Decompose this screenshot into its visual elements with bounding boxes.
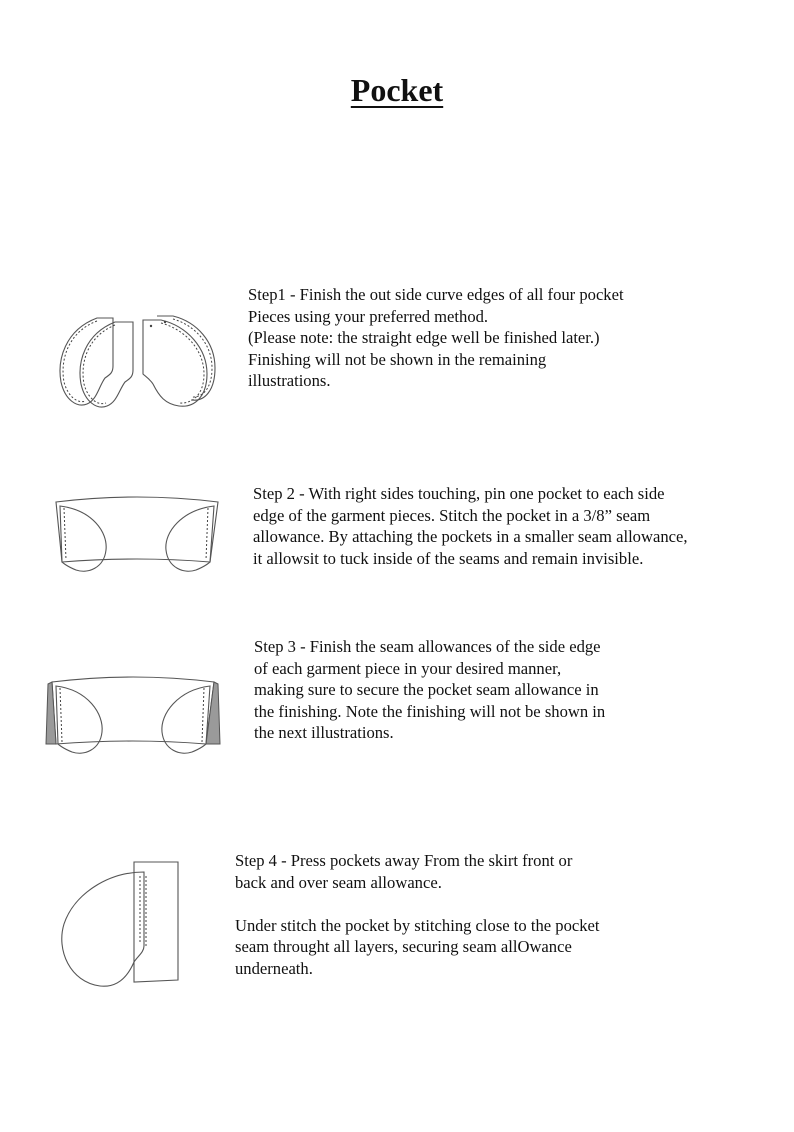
step2-text [253,483,688,569]
step4-text [235,850,600,980]
step4-line-1: Step 4 - Press pockets away From the skirt front or [235,851,573,870]
step3-seam-finished-illustration [44,672,222,760]
step4-understitch-illustration [50,858,184,994]
step1-text [248,284,624,392]
step2-pocket-pinned-illustration [52,492,222,576]
step4-line-2: back and over seam allowance. [235,872,442,892]
step1-pocket-pieces-illustration [55,312,225,412]
step3-line-3: making sure to secure the pocket seam allowance in [254,680,599,700]
step3-line-1: Step 3 - Finish the seam allowances of the side edge [254,637,601,656]
step4-line-5: seam throught all layers, securing seam allOwance [235,937,572,957]
step2-line-2: edge of the garment pieces. Stitch the pocket in a 3/8” seam [253,505,651,525]
step3-line-5: the next illustrations. [254,723,394,743]
step3-line-2: of each garment piece in your desired manner, [254,658,562,678]
step4-line-3 [235,893,600,915]
step4-line-6: underneath. [235,958,313,978]
step2-line-3: allowance. By attaching the pockets in a smaller seam allowance, [253,527,688,547]
step1-line-2: Pieces using your preferred method. [248,306,489,326]
step3-text [254,636,605,744]
step1-line-1: Step1 - Finish the out side curve edges of all four pocket [248,285,624,304]
step2-line-1: Step 2 - With right sides touching, pin one pocket to each side [253,484,665,503]
step2-line-4: it allowsit to tuck inside of the seams and remain invisible. [253,548,644,568]
step1-line-3: (Please note: the straight edge well be finished later.) [248,328,600,348]
step1-line-5: illustrations. [248,371,331,391]
step4-line-4: Under stitch the pocket by stitching close to the pocket [235,915,600,935]
page-title: Pocket [350,72,444,108]
step3-line-4: the finishing. Note the finishing will not be shown in [254,701,606,721]
step1-line-4: Finishing will not be shown in the remaining [248,349,547,369]
